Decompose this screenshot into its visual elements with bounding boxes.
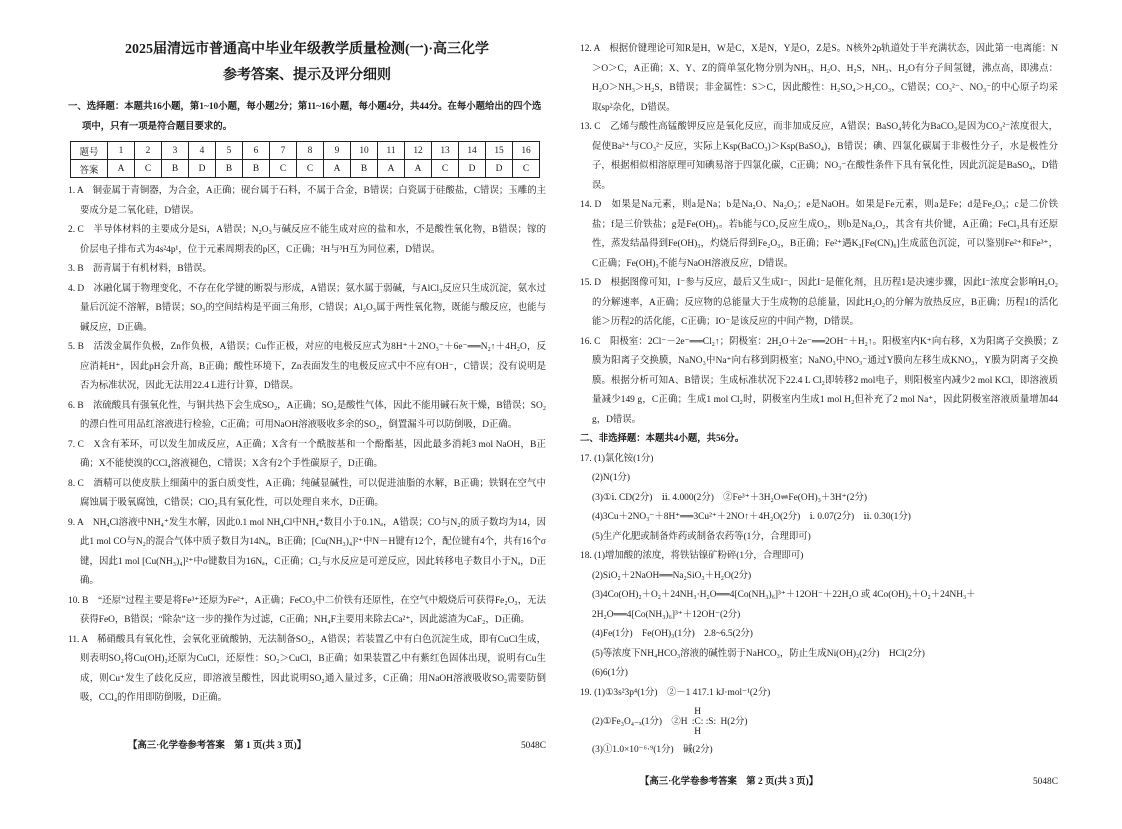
q19-line-2: [580, 707, 1058, 737]
answer-cell: B: [243, 160, 270, 178]
answer-cell: C: [513, 160, 540, 178]
answer-cell: D: [459, 160, 486, 178]
page-footer: 【高三·化学卷参考答案 第 2 页(共 3 页)】: [640, 776, 819, 787]
answer-explanations: [580, 40, 1058, 430]
answer-explanation: 13. C 乙烯与酸性高锰酸钾反应是氧化反应，而非加成反应，A错误；BaSO₄转化为BaCO₃是因为CO₃²⁻浓度很大，促使Ba²⁺与CO₃²⁻反应，实际上Ksp(BaCO₃)＞Ksp(BaSO₄)，B错误；碘、四氯化碳属于非极性分子，水是极性分子，根据相似相溶原理可知碘易溶于四氯化碳，C正确；NO₃⁻在酸性条件下具有氧化性，因此沉淀是BaSO₄，D错误。: [580, 122, 1058, 191]
answer-explanation: 8. C 酒精可以使皮肤上细菌中的蛋白质变性，A正确；纯碱显碱性，可以促进油脂的水解，B正确；铁钢在空气中腐蚀属于吸氧腐蚀，C错误；ClO₂具有氧化性，可以处理自来水，D正确。: [68, 478, 546, 508]
answer-cell: B: [216, 160, 243, 178]
lewis-s: S: [708, 717, 714, 727]
answer-explanation: 11. A 稀硝酸具有氧化性，会氧化亚硫酸钠，无法制备SO₂，A错误；若装置乙中有白色沉淀生成，即有CuCl生成，则表明SO₂将Cu(OH)₂还原为CuCl，还原性：SO₂＞CuCl，B正确；如果装置乙中有紫红色固体出现，说明有Cu生成，则Cu⁺发生了歧化反应，即溶液呈酸性，因此说明SO₂通入量过多，C正确；用NaOH溶液吸收SO₂需要防倒吸，CCl₄的作用即防倒吸，D正确。: [68, 634, 546, 703]
page-2: [580, 0, 1058, 829]
question-number: 1: [108, 142, 135, 160]
answer-cell: A: [378, 160, 405, 178]
q17-head: 17. (1)氯化铵(1分): [580, 453, 654, 464]
page-1: [68, 0, 546, 793]
question-number: 13: [432, 142, 459, 160]
page-footer: 【高三·化学卷参考答案 第 1 页(共 3 页)】: [128, 741, 307, 751]
document-code: 5048C: [1032, 776, 1058, 787]
answer-explanation: 7. C X含有苯环，可以发生加成反应，A正确；X含有一个酰胺基和一个酚酯基，因此最多消耗3 mol NaOH，B正确；X不能使溴的CCl₄溶液褪色，C错误；X含有2个手性碳原子，D正确。: [68, 439, 546, 469]
answer-cell: A: [405, 160, 432, 178]
section-2-heading: 二、非选择题：本题共4小题，共56分。: [580, 434, 745, 444]
question-number: 11: [378, 142, 405, 160]
question-number: 10: [351, 142, 378, 160]
lewis-h-top: H: [694, 707, 701, 717]
page-2-footer-row: [580, 761, 1058, 829]
sub-answer: (5)生产化肥或制备炸药或制备农药等(1分，合理即可): [592, 531, 811, 542]
sub-answer: (6)6(1分): [592, 668, 628, 678]
answer-cell: C: [432, 160, 459, 178]
table-row: [71, 160, 540, 178]
answer-explanation: 9. A NH₄Cl溶液中NH₄⁺发生水解，因此0.1 mol NH₄Cl中NH₄⁺数目小于0.1Nₐ，A错误；CO与N₂的质子数均为14，因此1 mol CO与N₂的混合气体中质子数目为14Nₐ，B正确；[Cu(NH₃)₄]²⁺中N－H键有12个，配位键有4个，共有16个σ键，因此1 mol [Cu(NH₃)₄]²⁺中σ键数目为16Nₐ，C正确；Cl₂与水反应是可逆反应，因此转移电子数目小于Nₐ，D正确。: [68, 517, 546, 586]
answer-cell: A: [324, 160, 351, 178]
document-subtitle: 参考答案、提示及评分细则: [223, 68, 391, 83]
answer-explanation: 4. D 冰融化属于物理变化，不存在化学键的断裂与形成，A错误；氨水属于弱碱，与AlCl₃反应只生成沉淀，氨水过量后沉淀不溶解，B错误；SO₃的空间结构是平面三角形，C错误；Al₂O₃属于两性氧化物，既能与酸反应，也能与碱反应，D正确。: [68, 283, 546, 333]
sub-answer: (2)N(1分): [592, 473, 631, 483]
answer-explanation: 14. D 如果是Na元素，则a是Na；b是Na₂O、Na₂O₂；e是NaOH。如果是Fe元素，则a是Fe；d是Fe₂O₃；c是二价铁盐；f是三价铁盐；g是Fe(OH)₃。若b能与CO₂反应生成O₂，则b是Na₂O₂，其含有共价键，A正确；FeCl₃具有还原性，蒸发结晶得到Fe(OH)₃，灼烧后得到Fe₂O₃，B正确；Fe²⁺遇K₃[Fe(CN)₆]生成蓝色沉淀，可以鉴别Fe²⁺和Fe³⁺，C正确；Fe(OH)₃不能与NaOH溶液反应，D错误。: [580, 200, 1058, 269]
q18-answers: [580, 567, 1058, 684]
row-label: 答案: [71, 160, 108, 178]
question-number: 9: [324, 142, 351, 160]
answer-explanation: 5. B 活泼金属作负极，Zn作负极，A错误；Cu作正极，对应的电极反应式为8H⁺＋2NO₃⁻＋6e⁻══N₂↑＋4H₂O，反应消耗H⁺，因此pH会升高，B正确；酸性环境下，Zn表面发生的电极反应式中不应有OH⁻，C错误；没有说明是否为标准状况，因此无法用22.4 L进行计算，D错误。: [68, 342, 546, 391]
question-number: 16: [513, 142, 540, 160]
answer-cell: B: [162, 160, 189, 178]
sub-answer: (5)等浓度下NH₄HCO₃溶液的碱性弱于NaHCO₃，防止生成Ni(OH)₂(2分) HCl(2分): [592, 648, 925, 659]
answer-explanation: 12. A 根据价键理论可知R是H，W是C，X是N，Y是O，Z是S。N核外2p轨道处于半充满状态，因此第一电离能：N＞O＞C，A正确；X、Y、Z的简单氢化物分别为NH₃、H₂O、H₂S，NH₃、H₂O有分子间氢键，沸点高，即沸点：H₂O＞NH₃＞H₂S，B错误；非金属性：S＞C，因此酸性：H₂SO₄＞H₂CO₃，C错误；CO₃²⁻、NO₃⁻的中心原子均采取sp²杂化，D错误。: [580, 44, 1058, 113]
question-number: 5: [216, 142, 243, 160]
sub-answer: (2)SiO₂＋2NaOH══Na₂SiO₃＋H₂O(2分): [592, 570, 752, 581]
question-number: 12: [405, 142, 432, 160]
lewis-h-bottom: H: [694, 727, 701, 737]
answer-explanation: 15. D 根据图像可知，I⁻参与反应，最后又生成I⁻，因此I⁻是催化剂，且历程1是决速步骤，因此I⁻浓度会影响H₂O₂的分解速率，A正确；反应物的总能量大于生成物的总能量，因此H₂O₂的分解为放热反应，B正确；历程1的活化能＞历程2的活化能，C正确；IO⁻是该反应的中间产物，D错误。: [580, 278, 1058, 327]
question-number: 14: [459, 142, 486, 160]
q19-part-2-end: H(2分): [720, 717, 748, 728]
answer-cell: D: [486, 160, 513, 178]
page-2-body: [580, 40, 1058, 761]
document-code: 5048C: [520, 741, 546, 751]
answer-explanation: 16. C 阳极室：2Cl⁻－2e⁻══Cl₂↑；阴极室：2H₂O＋2e⁻══2OH⁻＋H₂↑。阳极室内K⁺向右移，X为阳离子交换膜；Z膜为阳离子交换膜，NaNO₃中Na⁺向右移到阴极室；NaNO₃中NO₃⁻通过Y膜向左移生成KNO₃，Y膜为阴离子交换膜。根据分析可知A、B错误；生成标准状况下22.4 L Cl₂即转移2 mol电子，则阳极室内减少2 mol KCl，即溶液质量减少149 g，C正确；生成1 mol Cl₂时，阴极室内生成1 mol H₂但补充了2 mol Na⁺，因此阴极室溶液质量增加44 g，D错误。: [580, 336, 1058, 425]
answer-explanation: 6. B 浓硫酸具有强氧化性，与铜共热下会生成SO₂，A正确；SO₂是酸性气体，因此不能用碱石灰干燥，B错误；SO₂的漂白性可用品红溶液进行检验，C正确；可用NaOH溶液吸收多余的SO₂，倒置漏斗可以防倒吸，D正确。: [68, 400, 546, 430]
answer-explanation: 10. B “还原”过程主要是将Fe³⁺还原为Fe²⁺，A正确；FeCO₃中二价铁有还原性，在空气中煅烧后可获得Fe₂O₃，无法获得FeO，B错误；“除杂”这一步的操作为过滤，C正确；NH₄F主要用来除去Ca²⁺，因此滤渣为CaF₂，D正确。: [68, 595, 546, 625]
answer-explanation: 2. C 半导体材料的主要成分是Si，A错误；N₂O₃与碱反应不能生成对应的盐和水，不是酸性氧化物，B错误；镓的价层电子排布式为4s²4p¹，位于元素周期表的p区，C正确；²H与³H互为同位素，D错误。: [68, 225, 546, 255]
document-title: 2025届清远市普通高中毕业年级教学质量检测(一)·高三化学: [125, 42, 489, 57]
section-1-heading: 一、选择题：本题共16小题，第1~10小题，每小题2分；第11~16小题，每小题4分，共44分。在每小题给出的四个选项中，只有一项是符合题目要求的。: [68, 102, 542, 132]
lewis-carbon: H :C: H: [691, 707, 704, 737]
sub-answer: (3)4Co(OH)₂＋O₂＋24NH₃·H₂O══4[Co(NH₃)₆]³⁺＋12OH⁻＋22H₂O 或 4Co(OH)₂＋O₂＋24NH₃＋2H₂O══4[Co(NH₃)₆]³⁺＋12OH⁻(2分): [592, 590, 976, 620]
question-number: 4: [189, 142, 216, 160]
answer-cell: B: [351, 160, 378, 178]
q17-answers: [580, 469, 1058, 547]
question-number: 3: [162, 142, 189, 160]
answer-table: [70, 141, 540, 178]
question-number: 8: [297, 142, 324, 160]
q18-head: 18. (1)增加酸的浓度，将铁钴镍矿粉碎(1分，合理即可): [580, 551, 804, 561]
answer-cell: C: [270, 160, 297, 178]
q19-line-3: (3)①1.0×10⁻⁶·⁹(1分) 碱(2分): [592, 745, 713, 755]
answer-cell: C: [297, 160, 324, 178]
question-number: 15: [486, 142, 513, 160]
table-row: [71, 142, 540, 160]
sub-answer: (3)①ⅰ. CD(2分) ⅱ. 4.000(2分) ②Fe³⁺＋3H₂O⇌Fe(OH)₃＋3H⁺(2分): [592, 492, 867, 503]
lewis-structure: [692, 707, 716, 737]
sub-answer: (4)3Cu＋2NO₃⁻＋8H⁺══3Cu²⁺＋2NO↑＋4H₂O(2分) ⅰ. 0.07(2分) ⅱ. 0.30(1分): [592, 512, 911, 522]
question-number: 6: [243, 142, 270, 160]
question-number: 7: [270, 142, 297, 160]
answer-cell: D: [189, 160, 216, 178]
sub-answer: (4)Fe(1分) Fe(OH)₃(1分) 2.8~6.5(2分): [592, 629, 753, 639]
page-1-body: [68, 98, 546, 709]
row-label: 题号: [71, 142, 108, 160]
page-1-footer-row: [68, 725, 546, 793]
answer-explanation: 1. A 铜壶属于青铜器，为合金，A正确；砚台属于石料，不属于合金，B错误；白瓷属于硅酸盐，C错误；玉雕的主要成分是二氧化硅，D错误。: [68, 186, 546, 216]
q19-part-2: (2)①Fe₃O₄₋ₓ(1分) ②H: [592, 717, 688, 728]
lewis-sulfur: :S:: [705, 717, 717, 727]
question-number: 2: [135, 142, 162, 160]
answer-explanations: [68, 182, 546, 709]
lewis-c: C: [694, 717, 701, 727]
q19-head: 19. (1)①3s²3p⁴(1分) ②－1 417.1 kJ·mol⁻¹(2分): [580, 687, 771, 698]
answer-explanation: 3. B 沥青属于有机材料，B错误。: [68, 264, 212, 274]
answer-cell: A: [108, 160, 135, 178]
answer-cell: C: [135, 160, 162, 178]
